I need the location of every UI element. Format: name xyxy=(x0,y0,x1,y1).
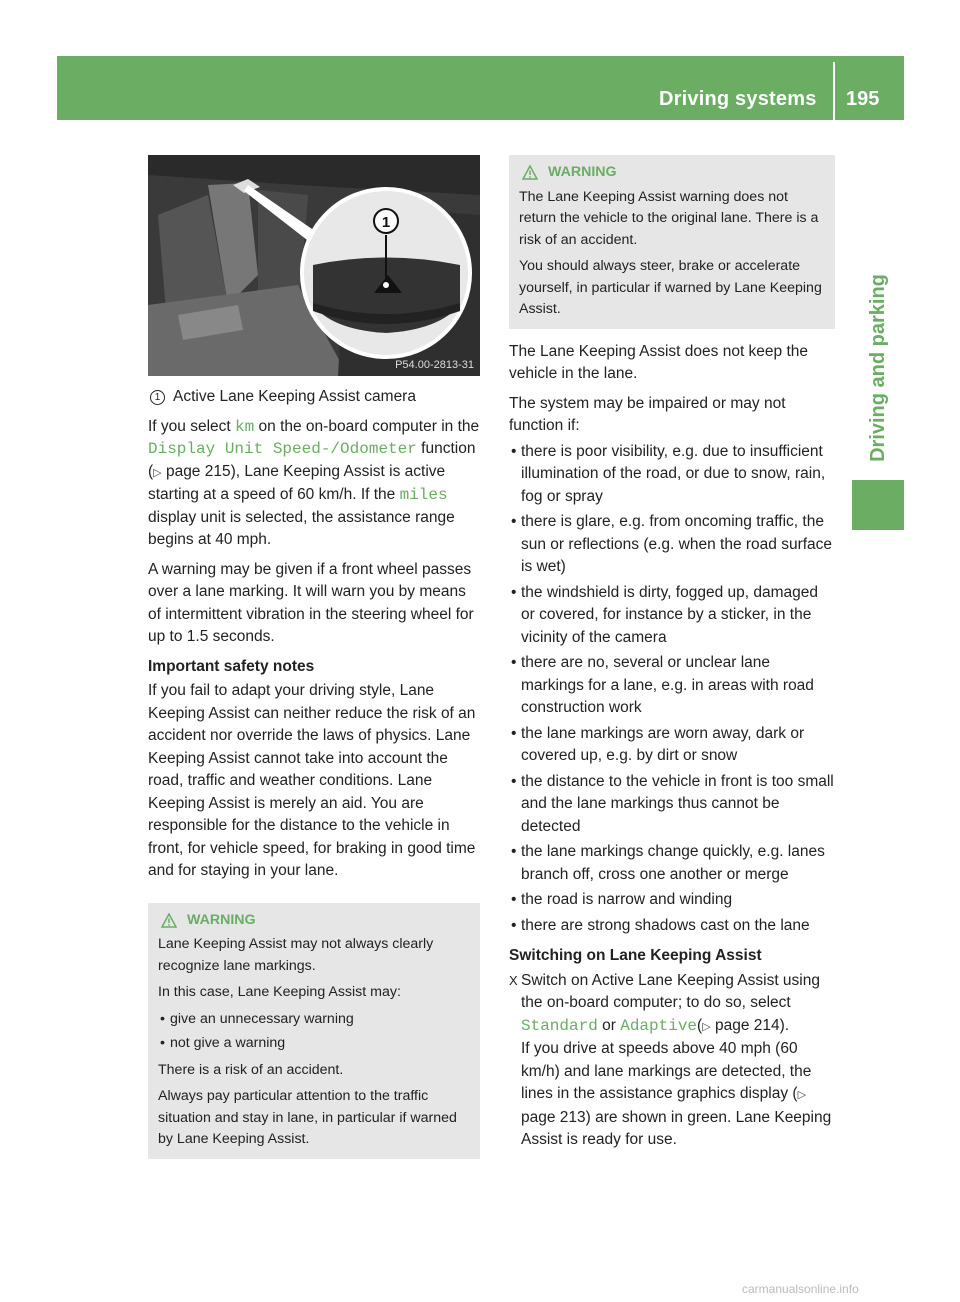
page-ref-arrow-icon: ▷ xyxy=(702,1020,711,1033)
paragraph-units: If you select km on the on-board computer in the Display Unit Speed-/Odometer function (▷ page 215), Lane Keeping Assist is active starting at a speed of 60 km/h. If the miles display unit is selected, the assistance range begins at 40 mph. xyxy=(148,417,480,548)
step-arrow-icon: X xyxy=(509,972,518,988)
warning-triangle-icon xyxy=(161,913,177,928)
paragraph-lane: The Lane Keeping Assist does not keep the vehicle in the lane. xyxy=(509,342,809,382)
warning-text: You should always steer, brake or accelerate yourself, in particular if warned by Lane Keeping Assist. xyxy=(519,258,822,317)
list-item: • the lane markings change quickly, e.g. lanes branch off, cross one another or merge xyxy=(509,841,835,886)
menu-adaptive: Adaptive xyxy=(620,1016,698,1035)
caption-text: Active Lane Keeping Assist camera xyxy=(173,388,416,405)
image-caption xyxy=(148,386,480,409)
paragraph-warning: A warning may be given if a front wheel passes over a lane marking. It will warn you by means of intermittent vibration in the steering wheel for up to 1.5 seconds. xyxy=(148,560,474,645)
warning-text: In this case, Lane Keeping Assist may: xyxy=(158,984,401,1000)
camera-photo xyxy=(148,155,480,376)
heading-safety: Important safety notes xyxy=(148,657,315,675)
display-miles: miles xyxy=(399,486,448,504)
warning-box-right xyxy=(509,155,835,329)
warning-box-left xyxy=(148,903,480,1159)
page-ref-arrow-icon: ▷ xyxy=(153,466,162,479)
list-item: • the lane markings are worn away, dark or covered up, e.g. by dirt or snow xyxy=(509,723,835,768)
image-code: P54.00-2813-31 xyxy=(395,359,474,371)
instruction-step: X Switch on Active Lane Keeping Assist using the on-board computer; to do so, select Standard or Adaptive(▷ page 214). If you drive at speeds above 40 mph (60 km/h) and lane markings are detected, the lines in the assistance graphics display (▷ page 213) are shown in green. Lane Keeping Assist is ready for use. xyxy=(509,971,832,1148)
warning-list xyxy=(158,1009,470,1055)
list-item: • there are strong shadows cast on the lane xyxy=(509,915,835,938)
warning-text: The Lane Keeping Assist warning does not return the vehicle to the original lane. There is a risk of an accident. xyxy=(519,188,819,248)
header-divider xyxy=(833,62,835,120)
left-column xyxy=(148,155,480,1159)
list-item: • give an unnecessary warning xyxy=(158,1009,470,1031)
callout-marker: 1 xyxy=(150,390,165,405)
page-ref-arrow-icon: ▷ xyxy=(797,1089,807,1101)
heading-switching-on: Switching on Lane Keeping Assist xyxy=(509,947,762,964)
list-item: • there are no, several or unclear lane markings for a lane, e.g. in areas with road construction work xyxy=(509,652,835,720)
list-item: • there is poor visibility, e.g. due to insufficient illumination of the road, or due to snow, rain, fog or spray xyxy=(509,441,835,509)
list-item: • the road is narrow and winding xyxy=(509,889,835,912)
warning-title: WARNING xyxy=(187,911,256,928)
impairment-list xyxy=(509,441,835,938)
side-tab-marker xyxy=(852,480,904,530)
warning-text: Lane Keeping Assist may not always clearly recognize lane markings. xyxy=(158,936,434,974)
side-tab-label: Driving and parking xyxy=(866,274,889,462)
menu-standard: Standard xyxy=(521,1016,598,1035)
warning-text: There is a risk of an accident. xyxy=(158,1061,344,1078)
list-item: • there is glare, e.g. from oncoming traffic, the sun or reflections (e.g. when the road surface is wet) xyxy=(509,511,835,579)
callout-number: 1 xyxy=(381,214,391,231)
display-unit-menu: Display Unit Speed-/Odometer xyxy=(148,440,417,458)
page-number: 195 xyxy=(846,88,880,110)
section-title: Driving systems xyxy=(659,88,817,110)
paragraph-impaired: The system may be impaired or may not function if: xyxy=(509,394,786,434)
list-item: • not give a warning xyxy=(158,1033,470,1055)
warning-triangle-icon xyxy=(522,165,538,180)
right-column xyxy=(509,155,835,1152)
paragraph-safety: If you fail to adapt your driving style, Lane Keeping Assist can neither reduce the risk of an accident nor override the laws of physics. Lane Keeping Assist cannot take into account the road, traffic and weather conditions. Lane Keeping Assist is merely an aid. You are responsible for the distance to the vehicle in front, for vehicle speed, for braking in good time and for staying in your lane. xyxy=(148,682,476,879)
watermark: carmanualsonline.info xyxy=(742,1282,859,1296)
camera-illustration xyxy=(148,155,480,376)
warning-text: Always pay particular attention to the traffic situation and stay in lane, in particular if warned by Lane Keeping Assist. xyxy=(158,1088,457,1147)
list-item: • the windshield is dirty, fogged up, damaged or covered, for instance by a sticker, in the vicinity of the camera xyxy=(509,582,835,650)
warning-title: WARNING xyxy=(548,164,617,180)
list-item: • the distance to the vehicle in front is too small and the lane markings thus cannot be detected xyxy=(509,771,835,839)
display-km: km xyxy=(235,417,255,436)
